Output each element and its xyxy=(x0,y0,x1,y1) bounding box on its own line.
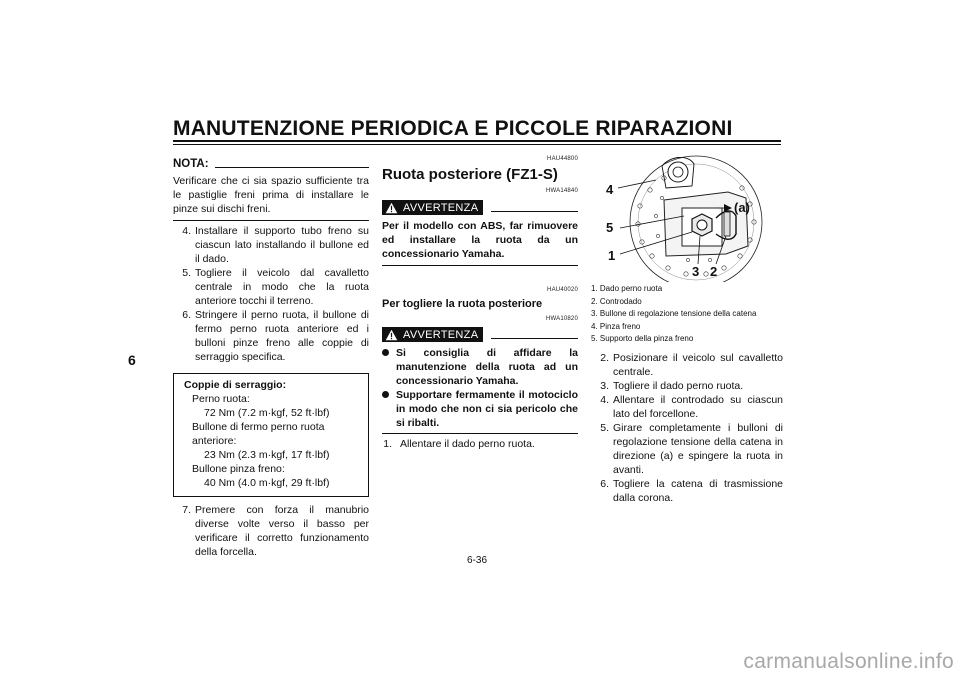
warning-2-end-rule xyxy=(382,433,578,434)
step-item xyxy=(591,477,783,505)
step-item xyxy=(173,308,369,364)
header-rule-thin xyxy=(173,144,781,145)
bullet-text: Si consiglia di affidare la manutenzione della ruota ad un concessionario Yamaha. xyxy=(396,347,578,387)
step-item xyxy=(173,503,369,559)
torque-title: Coppie di serraggio: xyxy=(184,379,287,391)
nota-end-rule xyxy=(173,220,369,221)
header-rule xyxy=(173,140,781,142)
figure-label-2: 2 xyxy=(710,264,718,279)
bullet-dot xyxy=(382,346,396,388)
code-subsection: HAU40020 xyxy=(547,287,578,293)
nota-label: NOTA: xyxy=(173,158,209,170)
warning-badge xyxy=(382,200,483,215)
warning-badge xyxy=(382,327,483,342)
torque-axle-label: Perno ruota: xyxy=(192,393,250,405)
warning-bullet xyxy=(382,388,578,430)
chapter-tab: 6 xyxy=(128,352,136,368)
step-number: 4. xyxy=(182,225,191,237)
figure-label-4: 4 xyxy=(606,182,614,197)
step-item xyxy=(591,351,783,379)
figure-label-3: 3 xyxy=(692,264,700,279)
step-item xyxy=(382,437,578,451)
bullet-text: Supportare fermamente il motociclo in modo che non ci sia pericolo che si ribalti. xyxy=(396,389,578,429)
step-number: 6. xyxy=(182,309,191,321)
caption-item: 1. Dado perno ruota xyxy=(591,284,663,293)
torque-axle-value: 72 Nm (7.2 m·kgf, 52 ft·lbf) xyxy=(204,407,330,419)
section-title: Ruota posteriore (FZ1-S) xyxy=(382,166,558,183)
column-right-steps xyxy=(591,351,783,505)
warning-heading-1 xyxy=(382,200,578,215)
warning-label: AVVERTENZA xyxy=(403,328,479,341)
column-left xyxy=(173,157,369,559)
caption-item: 5. Supporto della pinza freno xyxy=(591,334,694,344)
steps-list-right xyxy=(591,351,783,505)
figure-captions xyxy=(591,283,756,346)
step-text: Posizionare il veicolo sul cavalletto centrale. xyxy=(613,352,783,378)
nota-rule xyxy=(215,167,369,168)
step-text: Togliere il veicolo dal cavalletto centrale in modo che la ruota anteriore tocchi il terreno. xyxy=(195,267,369,307)
figure-label-a: (a) xyxy=(734,200,750,215)
watermark: carmanualsonline.info xyxy=(743,650,954,673)
step-item xyxy=(591,421,783,477)
step-number: 4. xyxy=(600,394,609,406)
warning-triangle-icon xyxy=(385,202,398,214)
steps-list-middle xyxy=(382,437,578,451)
steps-list-b xyxy=(173,503,369,559)
figure-label-5: 5 xyxy=(606,220,614,235)
code-warning-1: HWA14840 xyxy=(545,188,578,194)
step-number: 5. xyxy=(182,267,191,279)
wheel-figure xyxy=(596,150,782,282)
step-number: 1. xyxy=(383,438,392,450)
warning-triangle-icon xyxy=(385,329,398,341)
step-text: Togliere la catena di trasmissione dalla corona. xyxy=(613,478,783,504)
torque-specs-box xyxy=(173,373,369,497)
step-text: Togliere il dado perno ruota. xyxy=(613,380,744,392)
nota-text: Verificare che ci sia spazio sufficiente tra le pastiglie freni prima di installare le pinze sui dischi freni. xyxy=(173,175,369,215)
warning-rule xyxy=(491,211,578,212)
step-number: 7. xyxy=(182,504,191,516)
subsection-title: Per togliere la ruota posteriore xyxy=(382,298,543,310)
warning-2-list xyxy=(382,346,578,430)
bullet-dot xyxy=(382,388,396,430)
figure-label-1: 1 xyxy=(608,248,616,263)
caption-item: 4. Pinza freno xyxy=(591,321,641,331)
step-text: Allentare il controdado su ciascun lato del forcellone. xyxy=(613,394,783,420)
caption-item: 2. Controdado xyxy=(591,296,642,306)
torque-pinch-value: 23 Nm (2.3 m·kgf, 17 ft·lbf) xyxy=(204,449,330,461)
warning-1-end-rule xyxy=(382,265,578,266)
step-text: Stringere il perno ruota, il bullone di fermo perno ruota anteriore ed i bulloni pinze freno alle coppie di serraggio specifica. xyxy=(195,309,369,363)
torque-caliper-label: Bullone pinza freno: xyxy=(192,463,285,475)
column-middle xyxy=(382,152,578,451)
page-title: MANUTENZIONE PERIODICA E PICCOLE RIPARAZIONI xyxy=(173,117,733,140)
torque-pinch-label: Bullone di fermo perno ruota anteriore: xyxy=(192,421,325,447)
warning-rule xyxy=(491,338,578,339)
step-item xyxy=(591,379,783,393)
warning-label: AVVERTENZA xyxy=(403,201,479,214)
steps-list-a xyxy=(173,224,369,364)
step-text: Installare il supporto tubo freno su ciascun lato installando il bullone ed il dado. xyxy=(195,225,369,265)
step-text: Allentare il dado perno ruota. xyxy=(400,438,535,450)
torque-caliper-value: 40 Nm (4.0 m·kgf, 29 ft·lbf) xyxy=(204,477,330,489)
step-text: Girare completamente i bulloni di regolazione tensione della catena in direzione (a) e spingere la ruota in avanti. xyxy=(613,422,783,476)
step-item xyxy=(173,266,369,308)
caption-item: 3. Bullone di regolazione tensione della catena xyxy=(591,309,757,319)
step-number: 3. xyxy=(600,380,609,392)
code-section: HAU44800 xyxy=(547,156,578,162)
page-number: 6-36 xyxy=(467,555,488,566)
step-number: 6. xyxy=(600,478,609,490)
step-number: 2. xyxy=(600,352,609,364)
code-warning-2: HWA10820 xyxy=(545,316,578,322)
step-item xyxy=(591,393,783,421)
step-number: 5. xyxy=(600,422,609,434)
warning-heading-2 xyxy=(382,327,578,342)
warning-bullet xyxy=(382,346,578,388)
warning-1-text: Per il modello con ABS, far rimuovere ed installare la ruota da un concessionario Yamaha. xyxy=(382,220,578,260)
step-text: Premere con forza il manubrio diverse volte verso il basso per verificare il corretto funzionamento della forcella. xyxy=(195,504,369,558)
nota-heading xyxy=(173,157,369,171)
step-item xyxy=(173,224,369,266)
rear-wheel-illustration xyxy=(596,150,782,282)
